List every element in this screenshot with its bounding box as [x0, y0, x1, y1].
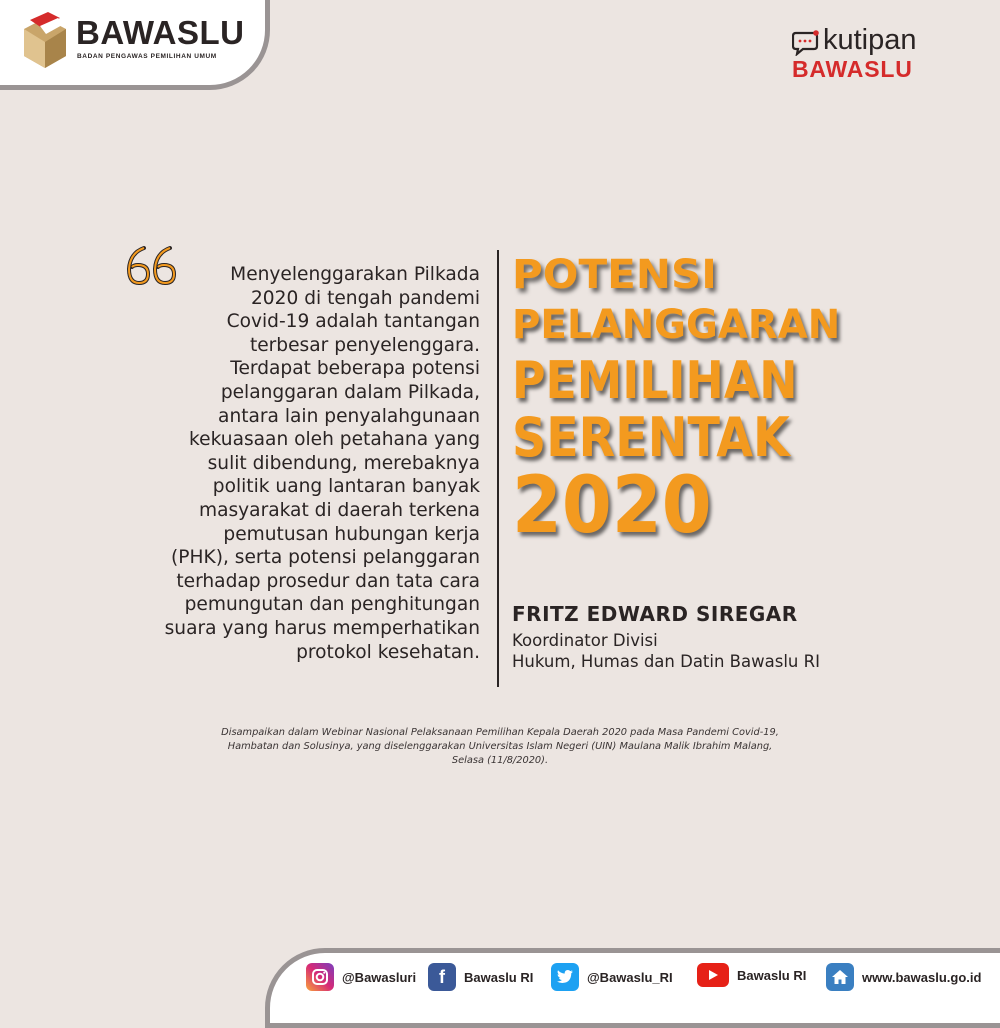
instagram-icon [306, 963, 334, 991]
social-instagram[interactable] [306, 963, 416, 991]
headline-line-4: SERENTAK [512, 406, 790, 469]
headline [512, 252, 982, 551]
social-label: Bawaslu RI [464, 969, 534, 985]
logo-name: BAWASLU [76, 14, 245, 51]
speaker-role: Koordinator Divisi Hukum, Humas dan Datin Bawaslu RI [512, 631, 820, 671]
facebook-icon: f [428, 963, 456, 991]
quote-text: Menyelenggarakan Pilkada 2020 di tengah pandemi Covid-19 adalah tantangan terbesar penyelenggara. Terdapat beberapa potensi pelanggaran dalam Pilkada, antara lain penyalahgunaan kekuasaan oleh petahana yang sulit dibendung, merebaknya politik uang lantaran banyak masyarakat di daerah terkena pemutusan hubungan kerja (PHK), serta potensi pelanggaran terhadap prosedur dan tata cara pemungutan dan penghitungan suara yang harus memperhatikan protokol kesehatan. [164, 264, 480, 663]
social-youtube[interactable] [697, 963, 806, 987]
social-label: @Bawasluri [342, 969, 417, 985]
social-twitter[interactable] [551, 963, 673, 991]
home-icon [826, 963, 854, 991]
speaker-name: FRITZ EDWARD SIREGAR [512, 602, 798, 626]
social-label: www.bawaslu.go.id [862, 969, 982, 985]
youtube-icon [697, 963, 729, 987]
footnote: Disampaikan dalam Webinar Nasional Pelaksanaan Pemilihan Kepala Daerah 2020 pada Masa Pandemi Covid-19, Hambatan dan Solusinya, yang diselenggarakan Universitas Islam Negeri (UIN) Maulana Malik Ibrahim Malang, Selasa (11/8/2020). [221, 727, 779, 766]
headline-line-2: PELANGGARAN [512, 302, 841, 348]
headline-line-1: POTENSI [512, 252, 717, 298]
social-label: Bawaslu RI [737, 967, 807, 983]
social-facebook[interactable] [428, 963, 533, 991]
kutipan-logo [792, 26, 942, 86]
kutipan-brand: BAWASLU [792, 56, 913, 82]
twitter-icon [551, 963, 579, 991]
kutipan-word: kutipan [823, 24, 917, 56]
social-website[interactable] [826, 963, 981, 991]
speech-bubble-icon [792, 30, 820, 56]
divider-line [497, 250, 499, 687]
social-label: @Bawaslu_RI [587, 969, 673, 985]
headline-line-3: PEMILIHAN [512, 351, 798, 411]
bawaslu-logo-icon [20, 12, 70, 70]
logo-tagline: BADAN PENGAWAS PEMILIHAN UMUM [77, 53, 217, 60]
headline-year: 2020 [512, 461, 712, 551]
